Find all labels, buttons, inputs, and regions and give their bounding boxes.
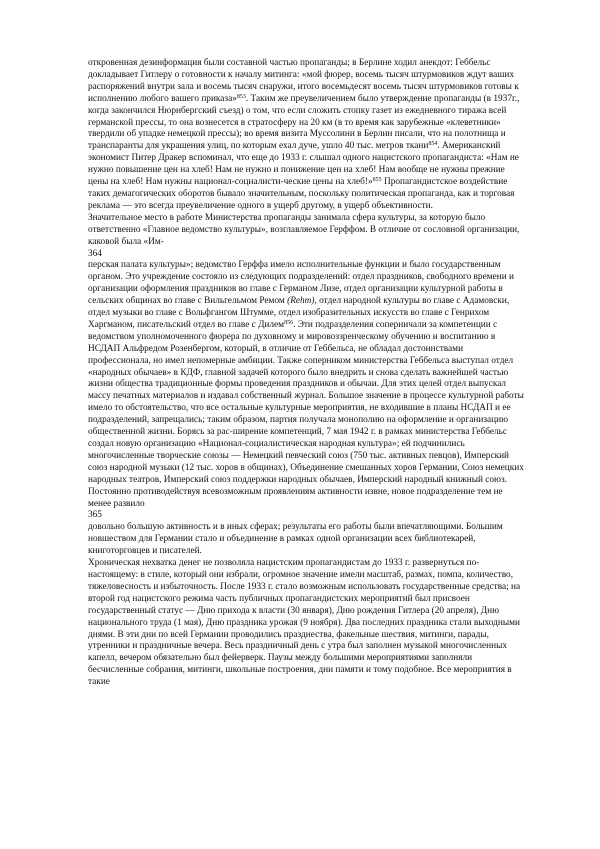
text-run: Пропагандистское воздействие таких демагогических оборотов бывало значительным, поскольку политическая пропаганда, как и торговая реклама — это всегда преувеличение одного в ущерб другому, в ущерб объективности. bbox=[88, 177, 515, 211]
footnote-ref: 853 bbox=[236, 93, 246, 100]
text-run: . Таким же преувеличением было утверждение пропаганды (в 1937г., когда закончился Нюрнбергский съезд) о том, что если сложить стопку газет из ежедневного тиража всей германской прессы, то она вознесется в стратосферу на 20 км (в то время как зарубежные «клеветники» твердили об упадке немецкой прессы); во время визита Муссолини в Берлин писали, что на полотнища и транспаранты для украшения улиц, по которым ехал дуче, ушло 40 тыс. метров ткани bbox=[88, 93, 520, 152]
footnote-ref: 854 bbox=[428, 141, 438, 148]
footnote-ref: 855 bbox=[372, 177, 382, 184]
page-number: 365 bbox=[88, 510, 102, 521]
text-run: Хроническая нехватка денег не позволяла нацистским пропагандистам до 1933 г. развернуться по-настоящему: в стиле, который они избрали, огромное значение имели масштаб, размах, помпа, количество, тяжеловесность и избыточность. После 1933 г. стало возможным использовать государственные средства; на второй год нацистского режима часть публичных пропагандистских мероприятий был присвоен государственный статус — Дню прихода к власти (30 января), Дню рождения Гитлера (20 апреля), Дню национального труда (1 мая), Дню праздника урожая (9 ноября). Два последних праздника стали выходными днями. В эти дни по всей Германии проводились празднества, факельные шествия, митинги, парады, утренники и праздничные вечера. Весь праздничный день с утра был заполнен музыкой многочисленных капелл, вечером обязательно был фейерверк. Паузы между большими мероприятиями заполняли бесчисленные собрания, митинги, школьные построения, дни памяти и тому подобное. Все мероприятия в такие bbox=[88, 558, 521, 688]
text-run: перская палата культуры»; ведомство Герффа имело исполнительные функции и было государственным органом. Это учреждение состояло из следующих подразделений: отдел праздников, свободного времени и организации оформления праздников во главе с Германом Лизе, отдел организации культурной работы в сельских общинах во главе с Вильгельмом Ремом bbox=[88, 260, 514, 307]
paragraph bbox=[88, 260, 524, 510]
text-run: . Эти подразделения соперничали за компетенции с ведомством уполномоченного фюрера по духовному и мировоззренческому обучению и воспитанию в НСДАП Альфредом Розенбергом, который, в отличие от Геббельса, не обладал достоинствами профессионала, но имел непомерные амбиции. Также соперником министерства Геббельса выступал отдел «народных обычаев» в КДФ, главной задачей которого было внедрить и снова сделать важнейшей частью жизни общества традиционные формы проведения праздников и обычаи. Для этих целей отдел выпускал массу печатных материалов и издавал собственный журнал. Большое значение в процессе культурной работы имело то обстоятельство, что все остальные культурные мероприятия, не входившие в планы НСДАП и ее подразделений, запрещались; таким образом, партия получала монополию на оформление и организацию общественной жизни. Борясь за рас-ширение компетенций, 7 мая 1942 г. в рамках министерства Геббельс создал новую организацию «Национал-социалистическая народная культура»; ей подчинились многочисленные творческие союзы — Немецкий певческий союз (750 тыс. активных певцов), Имперский союз народной музыки (12 тыс. хоров в общинах), Объединение смешанных хоров Германии, Союз немецких народных театров, Имперский союз поддержки народных обычаев, Имперский народный книжный союз. Постоянно противодействуя всевозможным проявлениям активности извне, новое подразделение тем не менее развило bbox=[88, 319, 524, 509]
document-page bbox=[88, 58, 524, 689]
paragraph bbox=[88, 213, 524, 249]
footnote-ref: 856 bbox=[284, 319, 294, 326]
text-run: довольно большую активность и в иных сферах; результаты его работы были впечатляющими. Большим новшеством для Германии стало и объединение в рамках одной организации всех библиотекарей, книготорговцев и писателей. bbox=[88, 522, 503, 557]
italic-text: (Rehm), bbox=[287, 296, 317, 307]
text-run: Значительное место в работе Министерства пропаганды занимала сфера культуры, за которую было ответственно «Главное ведомство культуры», возглавляемое Герффом. В отличие от сословной организации, каковой была «Им- bbox=[88, 212, 520, 247]
text-run: откровенная дезинформация были составной частью пропаганды; в Берлине ходил анекдот: Геббельс докладывает Гитлеру о готовности к началу митинга: «мой фюрер, восемь тысяч штурмовиков ждут ваших распоряжений внутри зала и восемь тысяч снаружи, итого восемьдесят восемь тысяч штурмовиков готовы к исполнению любого вашего приказа» bbox=[88, 58, 519, 104]
paragraph bbox=[88, 58, 524, 213]
paragraph bbox=[88, 558, 524, 689]
paragraph bbox=[88, 522, 524, 558]
page-number: 364 bbox=[88, 248, 102, 259]
text-run: . Американский экономист Питер Дракер вспоминал, что еще до 1933 г. слышал одного нацистского пропагандиста: «Нам не нужно повышение цен на хлеб! Нам не нужно и понижение цен на хлеб! Нам вообще не нужны прежние цены на хлеб! Нам нужны национал-социалисти-ческие цены на хлеб!» bbox=[88, 141, 519, 188]
text-run: отдел народной культуры во главе с Адамовски, отдел музыки во главе с Вольфгангом Штумме, отдел изобразительных искусств во главе с Генрихом Харгманом, писательский отдел во главе с Дилем bbox=[88, 296, 510, 330]
